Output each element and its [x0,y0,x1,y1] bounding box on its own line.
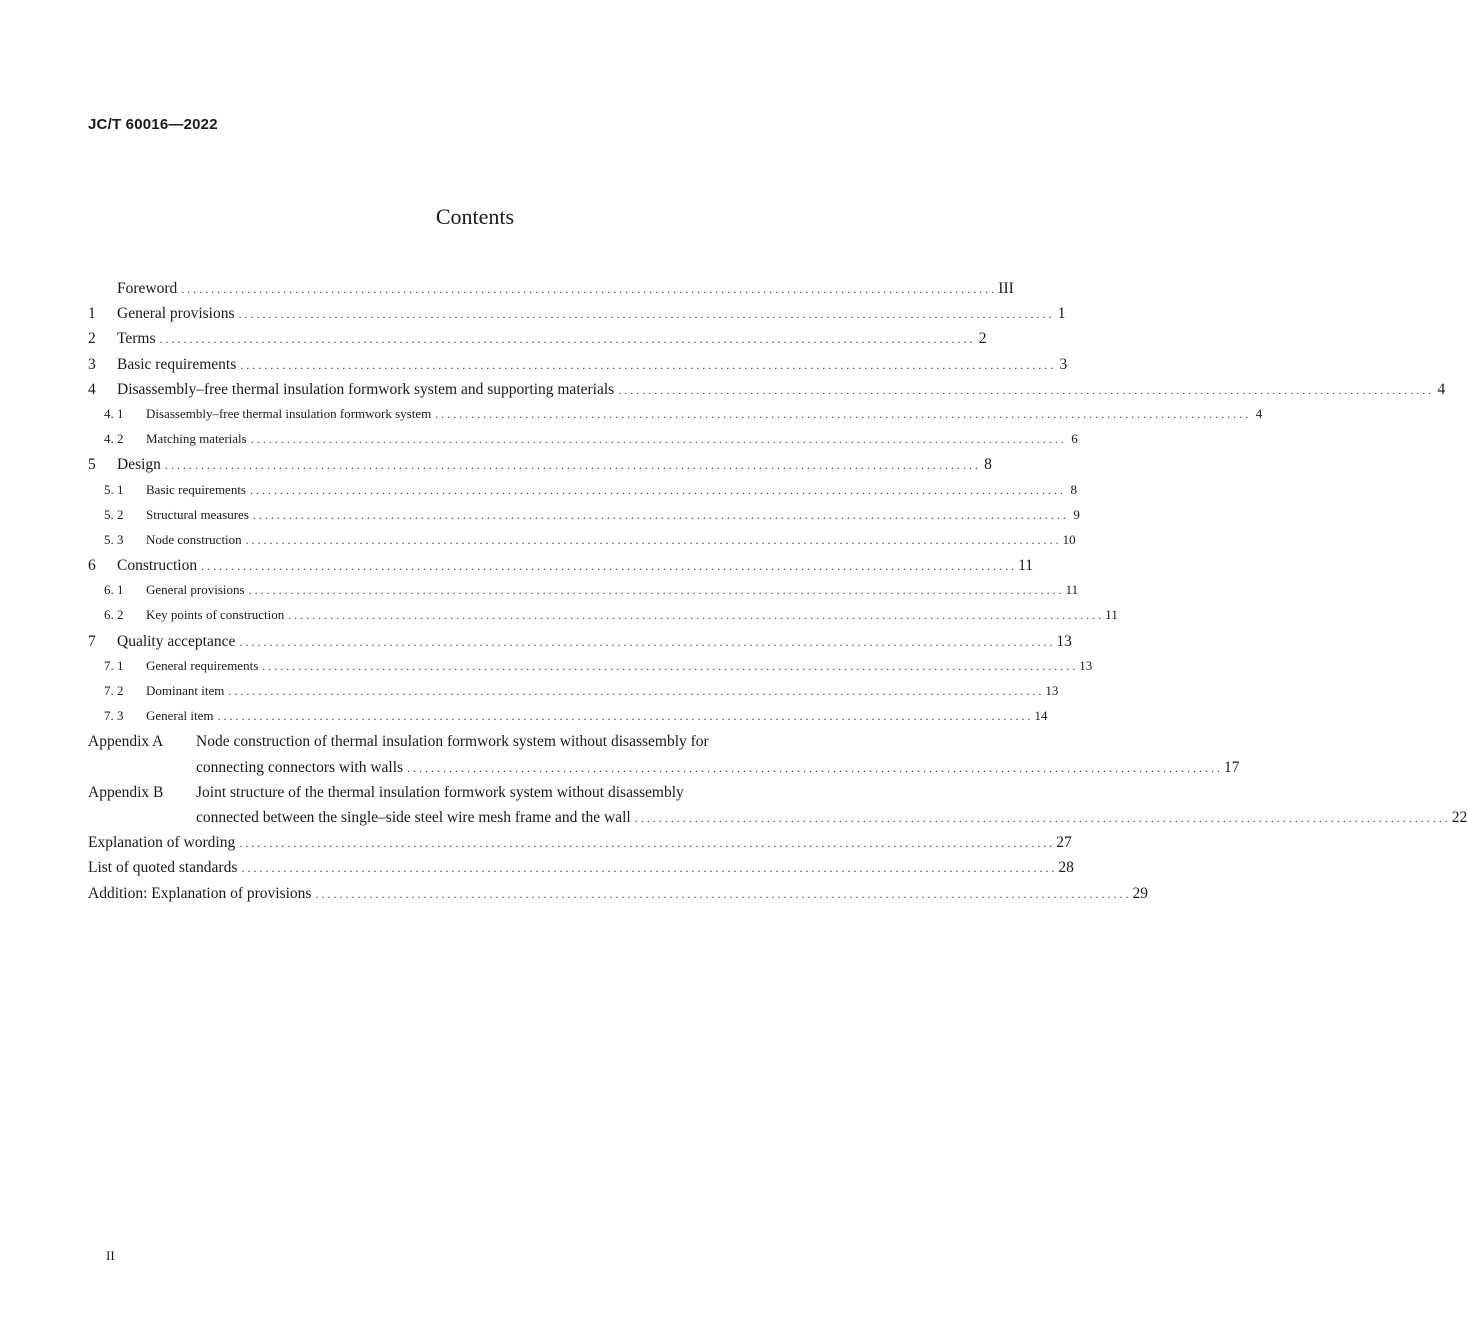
dot-leader [246,533,1059,548]
appendix-title-line1: Joint structure of the thermal insulation formwork system without disassembly [196,783,684,801]
toc-entry[interactable] [88,431,1078,456]
toc-entry-label: Matching materials [146,431,247,447]
page-number: II [106,1248,115,1263]
toc-entry-number: 2 [88,330,96,348]
dot-leader [218,709,1031,724]
toc-entry[interactable] [88,708,1048,733]
toc-entry-number: 7. 1 [104,657,124,673]
toc-entry-page: 10 [1062,531,1076,547]
dot-leader [251,432,1064,447]
toc-entry-page: 2 [978,330,987,348]
toc-entry-page: III [998,280,1014,297]
toc-entry-page: 8 [1070,481,1077,497]
dot-leader [262,659,1075,674]
toc-entry-number: 5. 3 [104,531,124,547]
appendix-title-line2-row [196,809,1467,834]
appendix-title-line2: connected between the single–side steel wire mesh frame and the wall [196,808,631,826]
dot-leader [228,684,1041,699]
dot-leader [239,836,1052,851]
toc-entry-label: Design [117,456,161,474]
dot-leader [181,282,994,297]
toc-entry[interactable] [88,380,1446,406]
appendix-body [196,733,1240,783]
toc-entry[interactable] [88,481,1077,507]
toc-entry-page: 13 [1045,683,1059,698]
appendix-page: 22 [1451,808,1467,826]
toc-entry[interactable] [88,859,1074,884]
appendix-label: Appendix B [88,783,164,801]
toc-entry-label: Explanation of wording [88,834,236,852]
toc-entry-label: Disassembly–free thermal insulation formwork system and supporting materials [117,380,615,398]
toc-appendix-entry[interactable] [88,733,1240,783]
toc-entry-page: 6 [1071,431,1078,447]
toc-entry[interactable] [88,557,1034,582]
toc-entry-label: General provisions [146,582,245,598]
dot-leader [253,508,1066,523]
toc-entry-page: 27 [1056,834,1072,852]
dot-leader [288,608,1101,623]
toc-entry[interactable] [88,405,1263,431]
appendix-page: 17 [1224,758,1240,776]
toc-entry[interactable] [88,582,1079,607]
dot-leader [435,407,1248,422]
toc-entry-number: 7. 3 [104,708,124,724]
dot-leader [635,811,1448,826]
toc-entry[interactable] [88,330,987,355]
appendix-label: Appendix A [88,733,164,751]
toc-entry-label: Basic requirements [117,355,237,373]
toc-entry-label: Structural measures [146,506,249,522]
toc-entry[interactable] [88,834,1072,859]
toc-entry-label: Foreword [117,280,178,297]
dot-leader [240,358,1053,373]
toc-entry-page: 28 [1058,859,1074,877]
table-of-contents [88,280,1467,910]
toc-entry-page: 13 [1079,657,1093,673]
toc-entry-page: 13 [1056,632,1072,650]
toc-entry-page: 11 [1065,582,1079,598]
dot-leader [201,559,1014,574]
dot-leader [239,635,1052,650]
toc-entry[interactable] [88,456,992,481]
toc-entry[interactable] [88,531,1076,557]
standard-code: JC/T 60016—2022 [88,116,218,133]
toc-entry[interactable] [88,607,1118,632]
dot-leader [618,383,1431,398]
dot-leader [160,332,973,347]
page-title: Contents [435,204,515,229]
toc-entry-number: 4 [88,380,96,398]
toc-entry-page: 3 [1059,355,1068,373]
appendix-title-line2: connecting connectors with walls [196,758,404,776]
toc-entry-number: 7. 2 [104,683,124,698]
toc-entry-label: Construction [117,557,198,575]
toc-entry-page: 8 [984,456,992,474]
toc-entry-label: General provisions [117,305,235,323]
toc-entry[interactable] [88,280,1014,305]
toc-entry-label: Quality acceptance [117,632,236,650]
toc-entry[interactable] [88,305,1066,330]
toc-entry-label: Addition: Explanation of provisions [88,884,312,902]
toc-entry-label: General item [146,708,214,724]
toc-entry-page: 4 [1255,405,1263,421]
toc-entry-number: 7 [88,632,96,650]
dot-leader [315,887,1128,902]
toc-main-entries [88,280,1446,733]
toc-entry-number: 5. 1 [104,481,124,497]
toc-entry-number: 1 [88,305,96,323]
toc-entry[interactable] [88,632,1072,658]
toc-entry-label: Terms [117,330,156,348]
dot-leader [249,583,1062,598]
toc-entry-label: General requirements [146,657,259,673]
toc-entry-number: 5 [88,456,96,474]
toc-entry[interactable] [88,683,1059,708]
toc-entry-number: 6. 1 [104,582,124,598]
toc-entry-number: 6. 2 [104,607,124,623]
toc-entry-page: 14 [1034,708,1048,724]
toc-entry[interactable] [88,506,1080,532]
toc-entry-number: 3 [88,355,96,373]
toc-entry-number: 6 [88,557,96,575]
toc-appendices [88,733,1467,834]
appendix-body [196,784,1467,834]
toc-entry-label: List of quoted standards [88,859,238,877]
dot-leader [241,861,1054,876]
toc-entry-label: Basic requirements [146,481,246,497]
toc-entry-page: 11 [1018,557,1034,575]
toc-entry-page: 9 [1073,506,1080,522]
dot-leader [250,483,1063,498]
appendix-title-line2-row [196,759,1240,784]
toc-entry-label: Disassembly–free thermal insulation formwork system [146,405,432,421]
toc-end-entries [88,834,1148,910]
appendix-title-line1: Node construction of thermal insulation formwork system without disassembly for [196,733,709,751]
dot-leader [239,307,1052,322]
dot-leader [165,458,978,473]
toc-entry-page: 1 [1057,305,1066,323]
toc-entry-number: 4. 1 [104,405,124,421]
toc-entry-label: Key points of construction [146,607,285,623]
toc-entry-number: 4. 2 [104,431,124,447]
toc-entry[interactable] [88,884,1148,910]
toc-appendix-entry[interactable] [88,783,1467,834]
toc-entry[interactable] [88,657,1093,683]
toc-entry-label: Node construction [146,531,242,547]
toc-entry-label: Dominant item [146,683,225,698]
toc-entry-number: 5. 2 [104,506,124,522]
toc-entry-page: 11 [1105,607,1118,623]
toc-entry-page: 4 [1437,380,1446,398]
toc-entry[interactable] [88,355,1068,381]
toc-entry-page: 29 [1132,884,1148,902]
dot-leader [407,761,1220,776]
